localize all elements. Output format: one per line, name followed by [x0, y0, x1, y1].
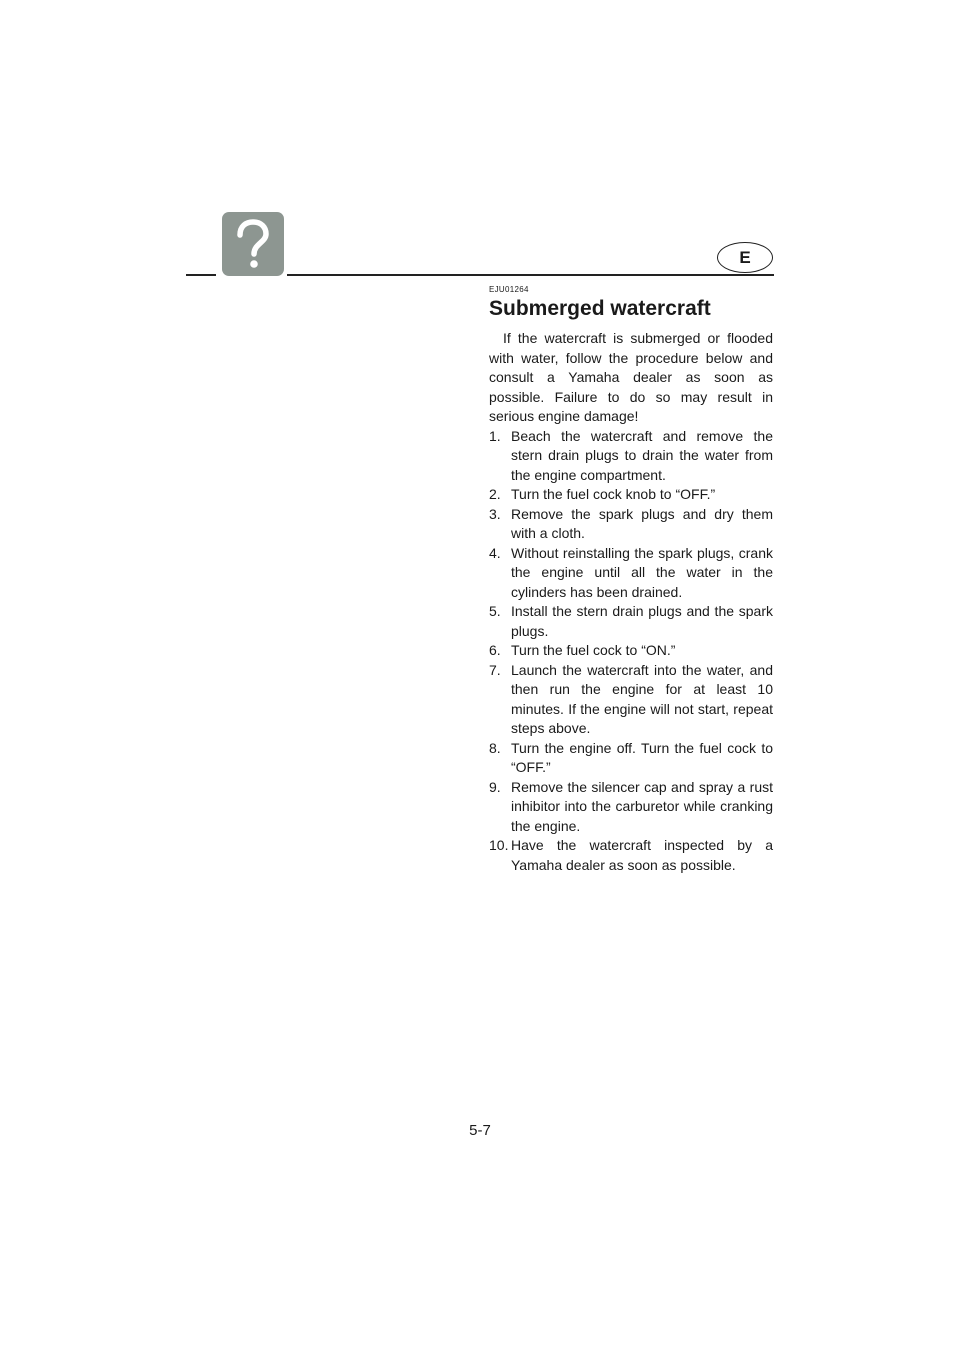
language-badge: E [717, 242, 773, 273]
list-item [489, 544, 773, 603]
step-number: 5. [489, 603, 501, 619]
list-item [489, 485, 773, 505]
list-item [489, 661, 773, 739]
header-rule-right [287, 274, 774, 276]
step-number: 3. [489, 505, 501, 522]
step-text: Remove the silencer cap and spray a rust inhibitor into the carburetor while cranking the engine. [511, 778, 773, 834]
procedure-list [489, 427, 773, 876]
step-text: Have the watercraft inspected by a Yamaha dealer as soon as possible. [511, 837, 773, 873]
step-number: 1. [489, 427, 501, 444]
list-item [489, 505, 773, 544]
step-text: Remove the spark plugs and dry them with a cloth. [511, 505, 773, 541]
document-code: EJU01264 [489, 285, 529, 294]
step-number: 6. [489, 642, 501, 658]
step-number: 7. [489, 661, 501, 678]
list-item [489, 739, 773, 778]
header-rule-left [186, 274, 216, 276]
list-item [489, 427, 773, 486]
section-title: Submerged watercraft [489, 297, 711, 320]
step-number: 2. [489, 486, 501, 502]
section-content [489, 285, 773, 875]
list-item [489, 602, 773, 641]
step-text: Beach the watercraft and remove the stern drain plugs to drain the water from the engine compartment. [511, 427, 773, 483]
step-text: Turn the fuel cock knob to “OFF.” [511, 486, 716, 502]
step-text: Turn the engine off. Turn the fuel cock to “OFF.” [511, 739, 773, 775]
question-mark-icon [231, 218, 275, 270]
step-number: 9. [489, 778, 501, 795]
intro-paragraph: If the watercraft is submerged or flooded with water, follow the procedure below and consult a Yamaha dealer as soon as possible. Failure to do so may result in serious engine damage! [489, 330, 773, 424]
step-number: 8. [489, 739, 501, 756]
list-item [489, 641, 773, 661]
step-text: Install the stern drain plugs and the spark plugs. [511, 603, 773, 639]
list-item [489, 836, 773, 875]
step-text: Launch the watercraft into the water, and then run the engine for at least 10 minutes. If the engine will not start, repeat steps above. [511, 661, 773, 736]
step-text: Without reinstalling the spark plugs, crank the engine until all the water in the cylinders has been drained. [511, 544, 773, 600]
step-number: 4. [489, 544, 501, 561]
step-text: Turn the fuel cock to “ON.” [511, 642, 676, 658]
list-item [489, 778, 773, 837]
step-number: 10. [489, 837, 509, 853]
page-number: 5-7 [469, 1122, 491, 1139]
chapter-tab [222, 212, 284, 276]
